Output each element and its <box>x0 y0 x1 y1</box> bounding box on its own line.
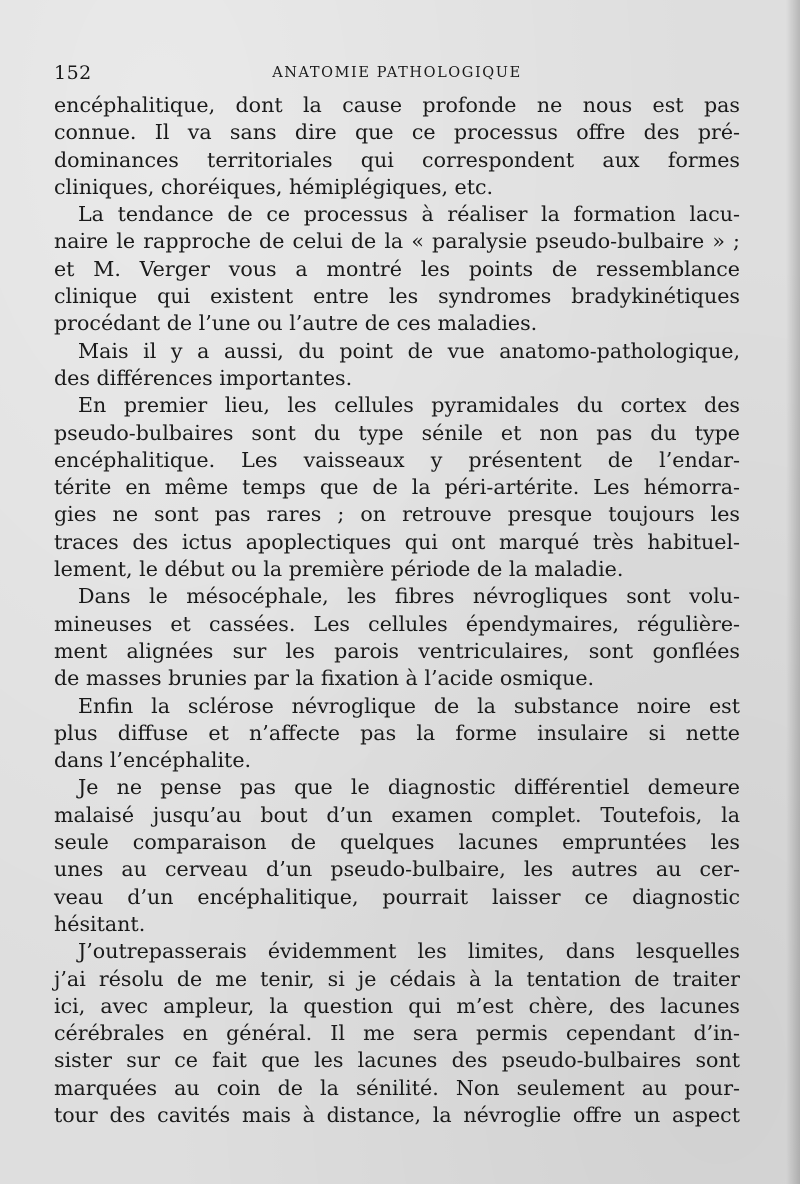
page-header <box>54 62 740 92</box>
text-line: encéphalitique. Les vaisseaux y présentent de l’endar- <box>54 447 740 472</box>
text-line: ici, avec ampleur, la question qui m’est chère, des lacunes <box>54 993 740 1018</box>
text-line: pseudo-bulbaires sont du type sénile et non pas du type <box>54 420 740 445</box>
text-line: Enfin la sclérose névroglique de la substance noire est <box>78 693 740 718</box>
text-line: traces des ictus apoplectiques qui ont marqué très habituel- <box>54 529 740 554</box>
text-line: En premier lieu, les cellules pyramidales du cortex des <box>78 393 740 418</box>
text-line: tour des cavités mais à distance, la névroglie offre un aspect <box>54 1102 740 1127</box>
running-head: ANATOMIE PATHOLOGIQUE <box>272 65 522 81</box>
text-line: procédant de l’une ou l’autre de ces maladies. <box>54 311 538 336</box>
text-line: de masses brunies par la fixation à l’acide osmique. <box>54 666 595 691</box>
text-line: La tendance de ce processus à réaliser la formation lacu- <box>78 202 740 227</box>
text-line: marquées au coin de la sénilité. Non seulement au pour- <box>54 1075 740 1100</box>
page-number: 152 <box>54 62 92 84</box>
text-line: malaisé jusqu’au bout d’un examen complet. Toutefois, la <box>54 802 740 827</box>
text-line: mineuses et cassées. Les cellules épendymaires, régulière- <box>54 611 740 636</box>
text-line: cliniques, choréiques, hémiplégiques, etc. <box>54 174 494 199</box>
text-line: térite en même temps que de la péri-artérite. Les hémorra- <box>54 475 740 500</box>
text-line: plus diffuse et n’affecte pas la forme insulaire si nette <box>54 720 740 745</box>
text-line: veau d’un encéphalitique, pourrait laisser ce diagnostic <box>54 884 740 909</box>
text-line: dominances territoriales qui correspondent aux formes <box>54 147 740 172</box>
text-line: cérébrales en général. Il me sera permis cependant d’in- <box>54 1021 740 1046</box>
text-line: encéphalitique, dont la cause profonde ne nous est pas <box>54 93 740 117</box>
text-line: lement, le début ou la première période de la maladie. <box>54 557 624 582</box>
text-line: ment alignées sur les parois ventriculaires, sont gonflées <box>54 638 740 663</box>
text-line: Je ne pense pas que le diagnostic différentiel demeure <box>78 775 740 800</box>
text-line: Dans le mésocéphale, les fibres névrogliques sont volu- <box>78 584 740 609</box>
text-line: dans l’encéphalite. <box>54 748 252 773</box>
text-line: naire le rapproche de celui de la « paralysie pseudo-bulbaire » ; <box>54 229 740 254</box>
text-line: unes au cerveau d’un pseudo-bulbaire, les autres au cer- <box>54 857 740 882</box>
text-line: des différences importantes. <box>54 365 353 390</box>
text-line: Mais il y a aussi, du point de vue anatomo-pathologique, <box>78 338 740 363</box>
text-line: seule comparaison de quelques lacunes empruntées les <box>54 830 740 855</box>
text-line: J’outrepasserais évidemment les limites, dans lesquelles <box>78 939 740 964</box>
text-line: hésitant. <box>54 911 146 936</box>
text-line: j’ai résolu de me tenir, si je cédais à la tentation de traiter <box>54 966 740 991</box>
page-edge-shadow <box>786 0 800 1184</box>
text-line: connue. Il va sans dire que ce processus offre des pré- <box>54 120 740 145</box>
text-line: gies ne sont pas rares ; on retrouve presque toujours les <box>54 502 740 527</box>
text-line: clinique qui existent entre les syndromes bradykinétiques <box>54 284 740 309</box>
body-text <box>54 92 740 1129</box>
text-line: sister sur ce fait que les lacunes des pseudo-bulbaires sont <box>54 1048 740 1073</box>
text-line: et M. Verger vous a montré les points de ressemblance <box>54 256 740 281</box>
